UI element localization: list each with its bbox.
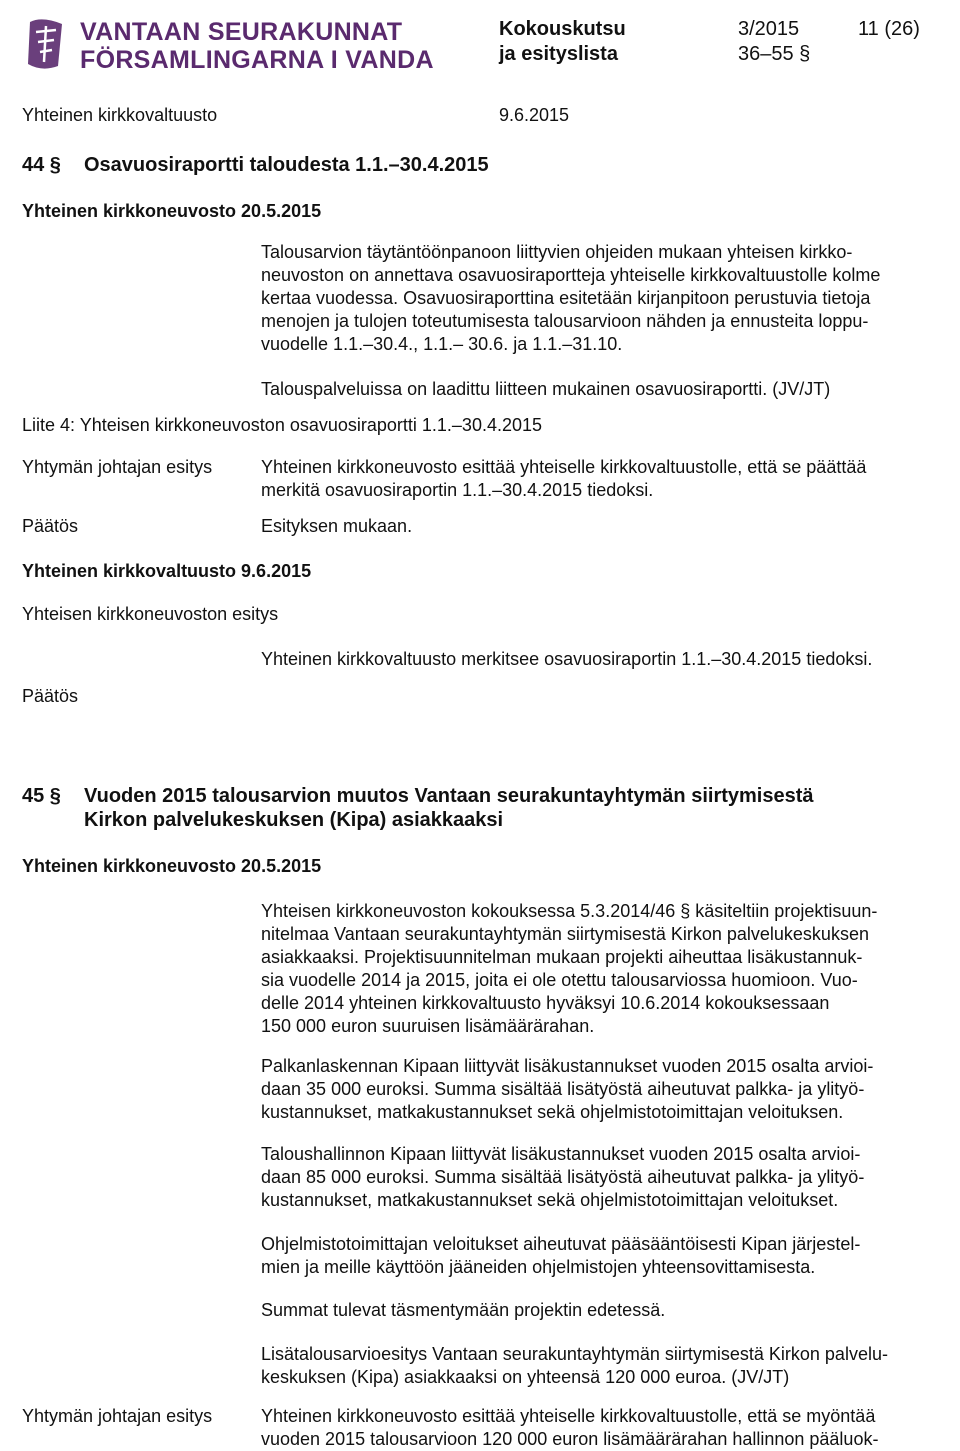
text-line: asiakkaaksi. Projektisuunnitelman mukaan projekti aiheuttaa lisäkustannuk- [261, 947, 863, 967]
proposal-label: Yhtymän johtajan esitys [22, 1406, 213, 1426]
text-line: Summat tulevat täsmentymään projektin edetessä. [261, 1300, 666, 1320]
attachment-reference: Liite 4: Yhteisen kirkkoneuvoston osavuosiraportti 1.1.–30.4.2015 [22, 415, 543, 435]
meeting-heading: Yhteinen kirkkoneuvosto 20.5.2015 [22, 201, 322, 221]
paragraph [261, 1233, 956, 1279]
section-title-line2: Kirkon palvelukeskuksen (Kipa) asiakkaaksi [84, 809, 504, 831]
text-line: kustannukset, matkakustannukset sekä ohjelmistotoimittajan veloituksen. [261, 1102, 844, 1122]
paragraph [261, 1055, 956, 1124]
text-line: daan 35 000 euroksi. Summa sisältää lisätyöstä aiheutuvat palkka- ja ylityö- [261, 1079, 865, 1099]
text-line: Lisätalousarvioesitys Vantaan seurakuntayhtymän siirtymisestä Kirkon palvelu- [261, 1344, 888, 1364]
text-line: nitelmaa Vantaan seurakuntayhtymän siirtymisestä Kirkon palvelukeskuksen [261, 924, 869, 944]
text-line: neuvoston on annettava osavuosiraportteja yhteiselle kirkkovaltuustolle kolme [261, 265, 881, 285]
header-date: 9.6.2015 [499, 105, 570, 125]
text-line: sia vuodelle 2014 ja 2015, joita ei ole otettu talousarviossa huomioon. Vuo- [261, 970, 858, 990]
org-name-sv: FÖRSAMLINGARNA I VANDA [80, 46, 434, 74]
section-number: 45 § [22, 785, 61, 807]
text-line: kustannukset, matkakustannukset sekä ohjelmistotoimittajan veloitukset. [261, 1190, 839, 1210]
text-line: Yhteisen kirkkoneuvoston kokouksessa 5.3.2014/46 § käsiteltiin projektisuun- [261, 901, 878, 921]
org-name-fi: VANTAAN SEURAKUNNAT [80, 18, 403, 46]
proposal-label: Yhtymän johtajan esitys [22, 457, 213, 477]
meeting-heading: Yhteinen kirkkoneuvosto 20.5.2015 [22, 856, 322, 876]
section-number: 44 § [22, 154, 61, 176]
intro-paragraph [261, 241, 956, 356]
text-line: keskuksen (Kipa) asiakkaaksi on yhteensä 120 000 euroa. (JV/JT) [261, 1367, 790, 1387]
text-line: daan 85 000 euroksi. Summa sisältää lisätyöstä aiheutuvat palkka- ja ylityö- [261, 1167, 865, 1187]
text-line: Talousarvion täytäntöönpanoon liittyvien ohjeiden mukaan yhteisen kirkko- [261, 242, 853, 262]
paragraph [261, 1143, 956, 1212]
decision-label: Päätös [22, 686, 79, 706]
text-line: Palkanlaskennan Kipaan liittyvät lisäkustannukset vuoden 2015 osalta arvioi- [261, 1056, 874, 1076]
paragraph [261, 1343, 956, 1389]
council-proposal-label: Yhteisen kirkkoneuvoston esitys [22, 604, 279, 624]
header-body: Yhteinen kirkkovaltuusto [22, 105, 218, 125]
text-line: kertaa vuodessa. Osavuosiraporttina esitetään kirjanpitoon perustuvia tietoja [261, 288, 871, 308]
doc-type-line1: Kokouskutsu [499, 18, 626, 40]
text-line: menojen ja tulojen toteutumisesta talousarvioon nähden ja ennusteita loppu- [261, 311, 869, 331]
org-logo [22, 14, 434, 74]
proposal-text [261, 1405, 956, 1451]
doc-type-line2: ja esityslista [499, 43, 618, 65]
text-line: Taloushallinnon Kipaan liittyvät lisäkustannukset vuoden 2015 osalta arvioi- [261, 1144, 861, 1164]
decision-label: Päätös [22, 516, 79, 536]
decision-text: Esityksen mukaan. [261, 516, 413, 536]
section-title: Osavuosiraportti taloudesta 1.1.–30.4.2015 [84, 154, 489, 176]
page-number: 11 (26) [858, 18, 920, 40]
text-line: Ohjelmistotoimittajan veloitukset aiheutuvat pääsääntöisesti Kipan järjestel- [261, 1234, 861, 1254]
text-line: vuodelle 1.1.–30.4., 1.1.– 30.6. ja 1.1.–31.10. [261, 334, 623, 354]
proposal-text [261, 456, 956, 502]
council-proposal-text: Yhteinen kirkkovaltuusto merkitsee osavuosiraportin 1.1.–30.4.2015 tiedoksi. [261, 649, 873, 669]
meeting-heading: Yhteinen kirkkovaltuusto 9.6.2015 [22, 561, 312, 581]
paragraph [261, 1299, 956, 1322]
text-line: 150 000 euron suuruisen lisämäärärahan. [261, 1016, 595, 1036]
issue-number: 3/2015 [738, 18, 800, 40]
report-note: Talouspalveluissa on laadittu liitteen mukainen osavuosiraportti. (JV/JT) [261, 379, 831, 399]
text-line: merkitä osavuosiraportin 1.1.–30.4.2015 tiedoksi. [261, 480, 654, 500]
section-title-line1: Vuoden 2015 talousarvion muutos Vantaan seurakuntayhtymän siirtymisestä [84, 785, 814, 807]
text-line: mien ja meille käyttöön jääneiden ohjelmistojen yhteensovittamisesta. [261, 1257, 816, 1277]
paragraph [261, 900, 956, 1038]
text-line: delle 2014 yhteinen kirkkovaltuusto hyväksyi 10.6.2014 kokouksessaan [261, 993, 830, 1013]
text-line: Yhteinen kirkkoneuvosto esittää yhteiselle kirkkovaltuustolle, että se myöntää [261, 1406, 876, 1426]
section-range: 36–55 § [738, 43, 811, 65]
logo-emblem-icon [22, 16, 70, 72]
text-line: vuoden 2015 talousarvioon 120 000 euron lisämäärärahan hallinnon pääluok- [261, 1429, 879, 1449]
text-line: Yhteinen kirkkoneuvosto esittää yhteiselle kirkkovaltuustolle, että se päättää [261, 457, 867, 477]
